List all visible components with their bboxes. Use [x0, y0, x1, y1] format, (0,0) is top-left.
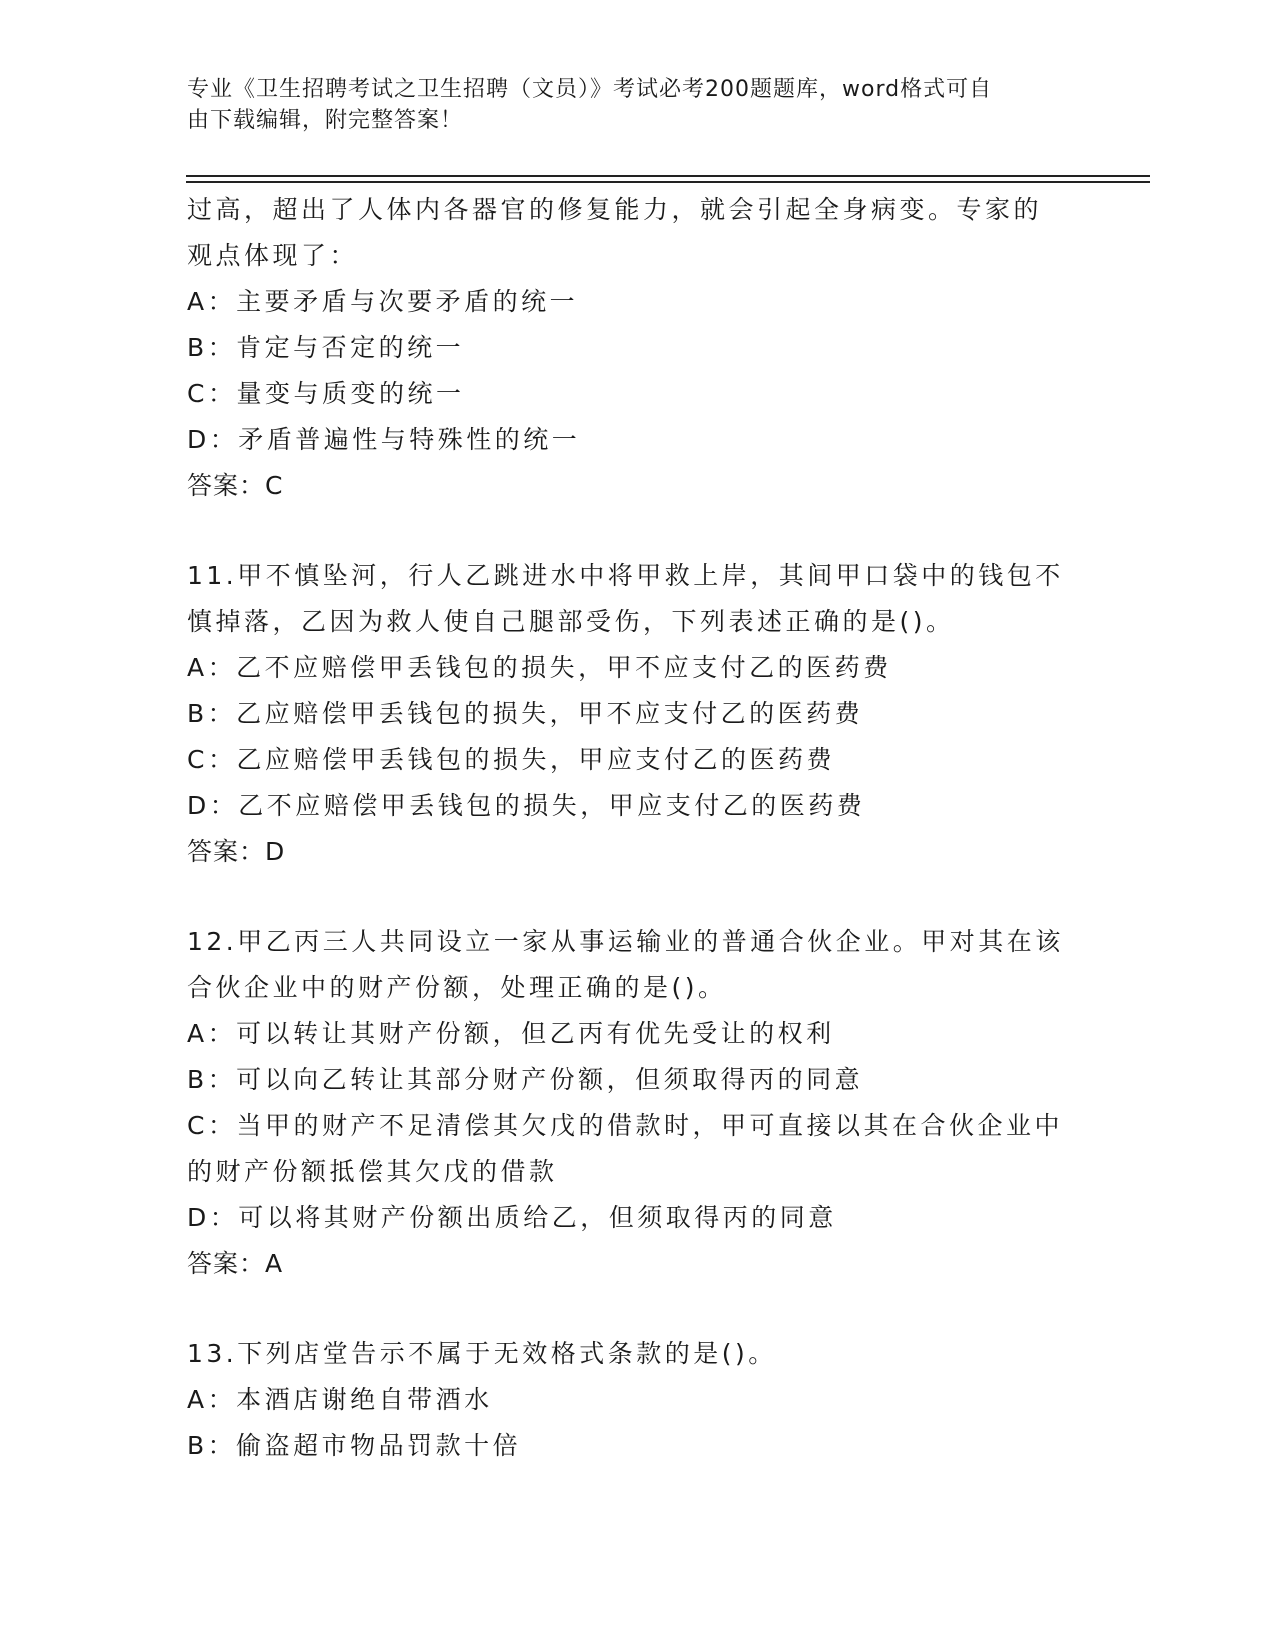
- option-c-continued: 的财产份额抵偿其欠戊的借款: [187, 1157, 558, 1186]
- question-11: [187, 553, 1087, 875]
- option-c: C：乙应赔偿甲丢钱包的损失，甲应支付乙的医药费: [187, 745, 835, 774]
- option-b: B：偷盗超市物品罚款十倍: [187, 1431, 522, 1460]
- question-10: [187, 187, 1087, 509]
- header-divider-top: [186, 175, 1150, 177]
- option-b: B：可以向乙转让其部分财产份额，但须取得丙的同意: [187, 1065, 864, 1094]
- spacer: [187, 875, 1087, 919]
- question-stem: 13.下列店堂告示不属于无效格式条款的是()。: [187, 1339, 777, 1368]
- option-a: A：可以转让其财产份额，但乙丙有优先受让的权利: [187, 1019, 835, 1048]
- question-12: [187, 919, 1087, 1287]
- option-a: A：主要矛盾与次要矛盾的统一: [187, 287, 579, 316]
- option-c: C：当甲的财产不足清偿其欠戊的借款时，甲可直接以其在合伙企业中: [187, 1111, 1063, 1140]
- spacer: [187, 509, 1087, 553]
- header-line-2: 由下载编辑，附完整答案！: [187, 108, 464, 133]
- option-d: D：矛盾普遍性与特殊性的统一: [187, 425, 581, 454]
- option-c: C：量变与质变的统一: [187, 379, 465, 408]
- option-d: D：可以将其财产份额出质给乙，但须取得丙的同意: [187, 1203, 837, 1232]
- question-stem: 11.甲不慎坠河，行人乙跳进水中将甲救上岸，其间甲口袋中的钱包不: [187, 561, 1064, 590]
- question-stem: 12.甲乙丙三人共同设立一家从事运输业的普通合伙企业。甲对其在该: [187, 927, 1064, 956]
- header-line-1: 专业《卫生招聘考试之卫生招聘（文员）》考试必考200题题库，word格式可自: [187, 77, 993, 102]
- option-a: A：本酒店谢绝自带酒水: [187, 1385, 493, 1414]
- question-stem: 观点体现了：: [187, 241, 359, 270]
- question-stem: 慎掉落，乙因为救人使自己腿部受伤，下列表述正确的是()。: [187, 607, 955, 636]
- document-header: [187, 74, 1067, 136]
- answer-line: 答案：A: [187, 1249, 284, 1278]
- question-stem: 过高，超出了人体内各器官的修复能力，就会引起全身病变。专家的: [187, 195, 1043, 224]
- answer-line: 答案：C: [187, 471, 284, 500]
- option-b: B：肯定与否定的统一: [187, 333, 465, 362]
- answer-line: 答案：D: [187, 837, 286, 866]
- question-list: [187, 187, 1087, 1469]
- question-stem: 合伙企业中的财产份额，处理正确的是()。: [187, 973, 727, 1002]
- spacer: [187, 1287, 1087, 1331]
- option-a: A：乙不应赔偿甲丢钱包的损失，甲不应支付乙的医药费: [187, 653, 892, 682]
- option-d: D：乙不应赔偿甲丢钱包的损失，甲应支付乙的医药费: [187, 791, 866, 820]
- question-13: [187, 1331, 1087, 1469]
- header-divider-bottom: [186, 181, 1150, 183]
- option-b: B：乙应赔偿甲丢钱包的损失，甲不应支付乙的医药费: [187, 699, 864, 728]
